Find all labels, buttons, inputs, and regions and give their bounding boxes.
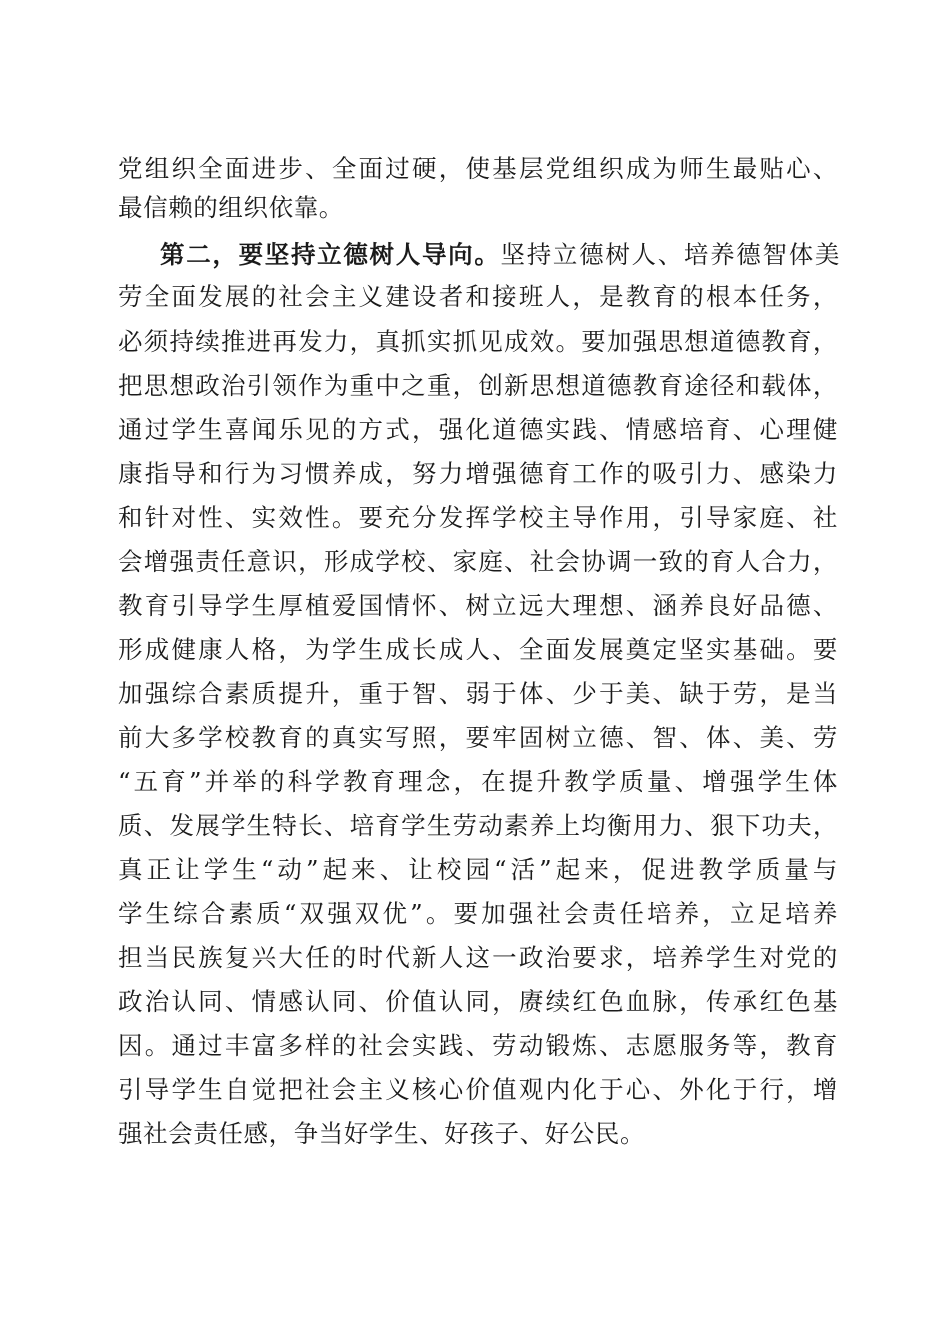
paragraph-lead-rest: 坚持立德树人、培养德智体美	[500, 240, 840, 269]
paragraph-lead: 第二，要坚持立德树人导向。	[160, 240, 501, 269]
text-line: 康指导和行为习惯养成，努力增强德育工作的吸引力、感染力	[118, 459, 838, 488]
text-line: 加强综合素质提升，重于智、弱于体、少于美、缺于劳，是当	[118, 679, 838, 708]
text-line: 必须持续推进再发力，真抓实抓见成效。要加强思想道德教育，	[118, 327, 838, 356]
text-line: 把思想政治引领作为重中之重，创新思想道德教育途径和载体，	[118, 371, 838, 400]
text-line: 学生综合素质“双强双优”。要加强社会责任培养，立足培养	[118, 899, 838, 928]
text-line: 教育引导学生厚植爱国情怀、树立远大理想、涵养良好品德、	[118, 591, 838, 620]
text-line: 政治认同、情感认同、价值认同，赓续红色血脉，传承红色基	[118, 987, 838, 1016]
text-line: 因。通过丰富多样的社会实践、劳动锻炼、志愿服务等，教育	[118, 1031, 838, 1060]
text-line: 质、发展学生特长、培育学生劳动素养上均衡用力、狠下功夫，	[118, 811, 838, 840]
text-line: 党组织全面进步、全面过硬，使基层党组织成为师生最贴心、	[118, 154, 838, 183]
text-line: 前大多学校教育的真实写照，要牢固树立德、智、体、美、劳	[118, 723, 838, 752]
text-line: 强社会责任感，争当好学生、好孩子、好公民。	[118, 1119, 646, 1148]
text-line: 真正让学生“动”起来、让校园“活”起来，促进教学质量与	[118, 855, 838, 884]
text-line: 担当民族复兴大任的时代新人这一政治要求，培养学生对党的	[118, 943, 838, 972]
text-line: 引导学生自觉把社会主义核心价值观内化于心、外化于行，增	[118, 1075, 838, 1104]
text-line: 和针对性、实效性。要充分发挥学校主导作用，引导家庭、社	[118, 503, 838, 532]
text-line: 通过学生喜闻乐见的方式，强化道德实践、情感培育、心理健	[118, 415, 838, 444]
text-line: 形成健康人格，为学生成长成人、全面发展奠定坚实基础。要	[118, 635, 838, 664]
text-line: 最信赖的组织依靠。	[118, 193, 344, 222]
text-line: 劳全面发展的社会主义建设者和接班人，是教育的根本任务，	[118, 282, 838, 311]
text-line: “五育”并举的科学教育理念，在提升教学质量、增强学生体	[118, 767, 838, 796]
text-line: 会增强责任意识，形成学校、家庭、社会协调一致的育人合力，	[118, 547, 838, 576]
paragraph-heading-line	[160, 235, 840, 275]
